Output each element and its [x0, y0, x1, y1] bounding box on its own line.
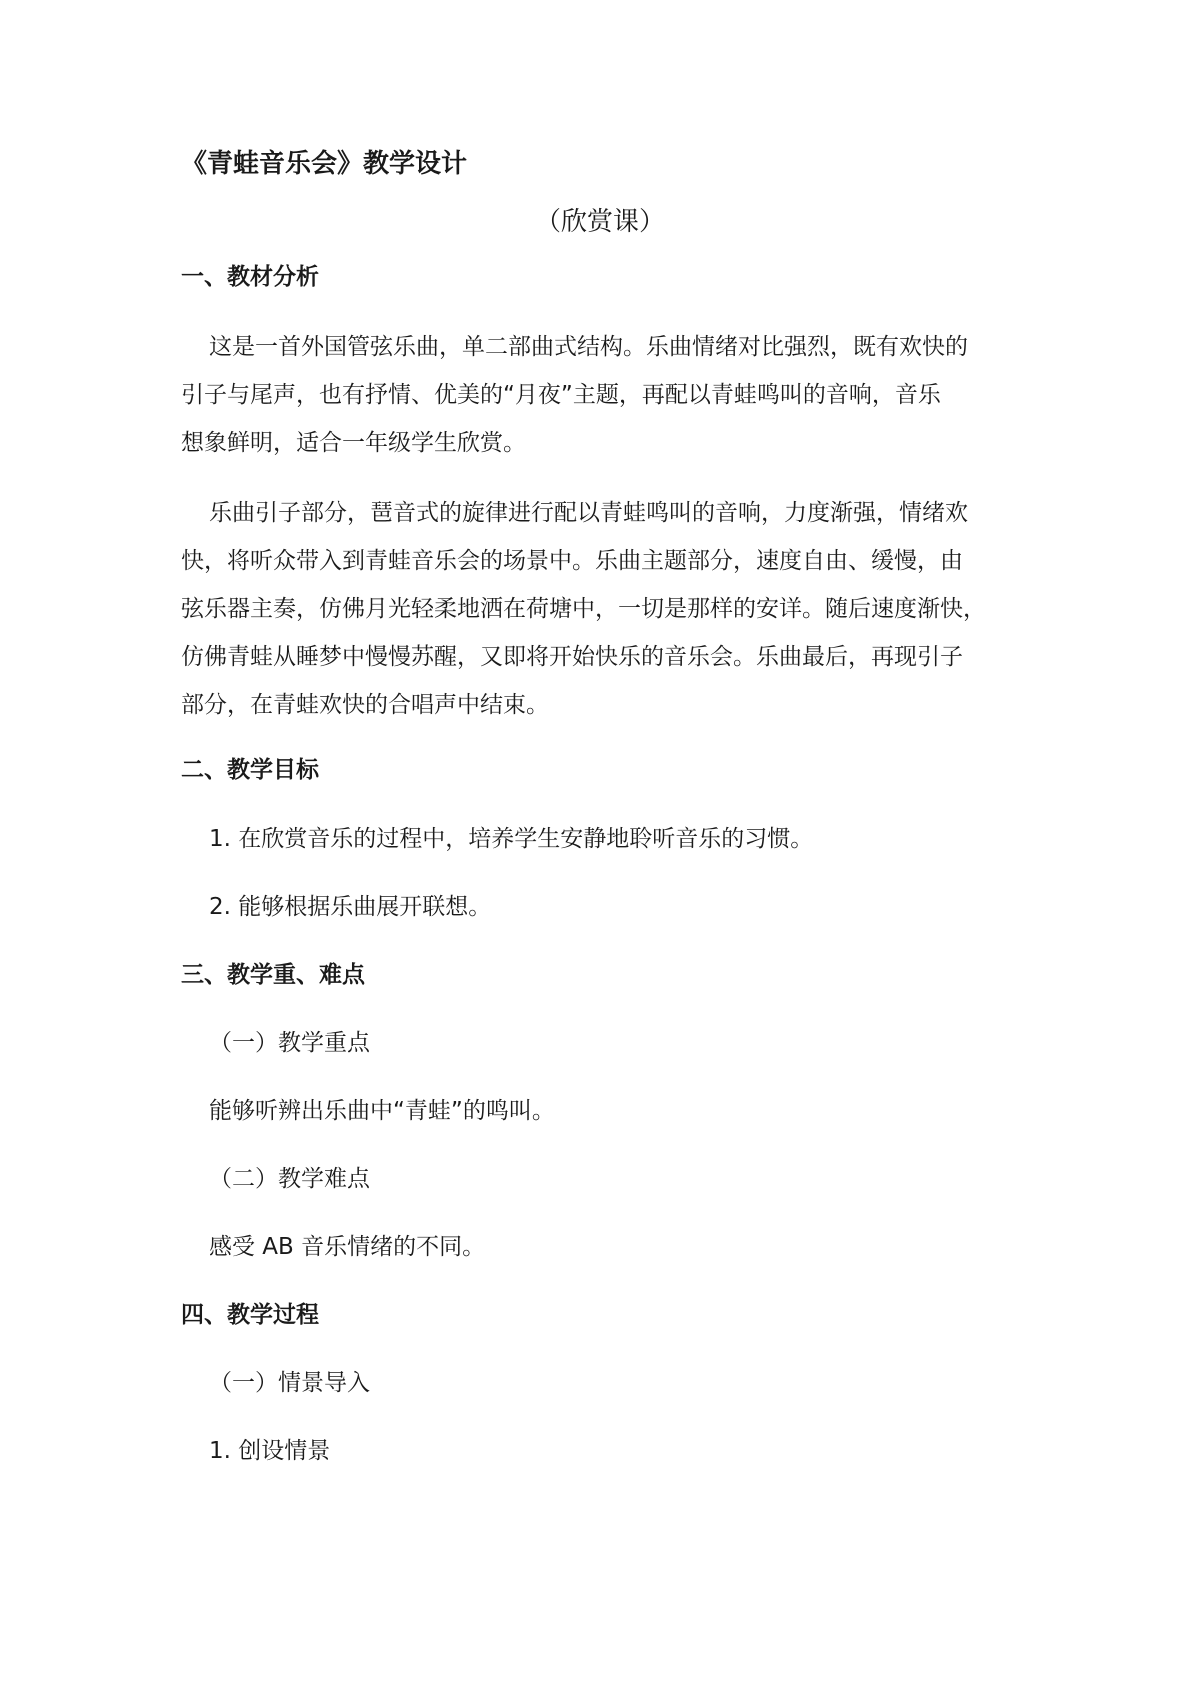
paragraph-line: 感受 AB 音乐情绪的不同。 — [209, 1234, 486, 1260]
paragraph-line: 快，将听众带入到青蛙音乐会的场景中。乐曲主题部分，速度自由、缓慢，由 — [181, 548, 963, 574]
paragraph-line: 这是一首外国管弦乐曲，单二部曲式结构。乐曲情绪对比强烈，既有欢快的 — [209, 334, 968, 360]
document-title: 《青蛙音乐会》教学设计 — [181, 149, 468, 179]
list-item: 1. 创设情景 — [209, 1438, 331, 1464]
document-subtitle: （欣赏课） — [535, 207, 666, 237]
paragraph-line: 能够听辨出乐曲中“青蛙”的鸣叫。 — [209, 1098, 555, 1124]
paragraph-line: 仿佛青蛙从睡梦中慢慢苏醒，又即将开始快乐的音乐会。乐曲最后，再现引子 — [181, 644, 963, 670]
section-heading-3: 三、教学重、难点 — [181, 962, 365, 988]
section-heading-4: 四、教学过程 — [181, 1302, 319, 1328]
paragraph-line: 想象鲜明，适合一年级学生欣赏。 — [181, 430, 526, 456]
paragraph-line: 弦乐器主奏，仿佛月光轻柔地洒在荷塘中，一切是那样的安详。随后速度渐快， — [181, 596, 986, 622]
subheading: （一）情景导入 — [209, 1370, 370, 1396]
list-item: 2. 能够根据乐曲展开联想。 — [209, 894, 492, 920]
list-item: 1. 在欣赏音乐的过程中，培养学生安静地聆听音乐的习惯。 — [209, 826, 814, 852]
paragraph-line: 引子与尾声，也有抒情、优美的“月夜”主题，再配以青蛙鸣叫的音响，音乐 — [181, 382, 941, 408]
subheading: （二）教学难点 — [209, 1166, 370, 1192]
paragraph-line: 部分，在青蛙欢快的合唱声中结束。 — [181, 692, 549, 718]
section-heading-1: 一、教材分析 — [181, 264, 319, 290]
paragraph-line: 乐曲引子部分，琶音式的旋律进行配以青蛙鸣叫的音响，力度渐强，情绪欢 — [209, 500, 968, 526]
subheading: （一）教学重点 — [209, 1030, 370, 1056]
section-heading-2: 二、教学目标 — [181, 757, 319, 783]
